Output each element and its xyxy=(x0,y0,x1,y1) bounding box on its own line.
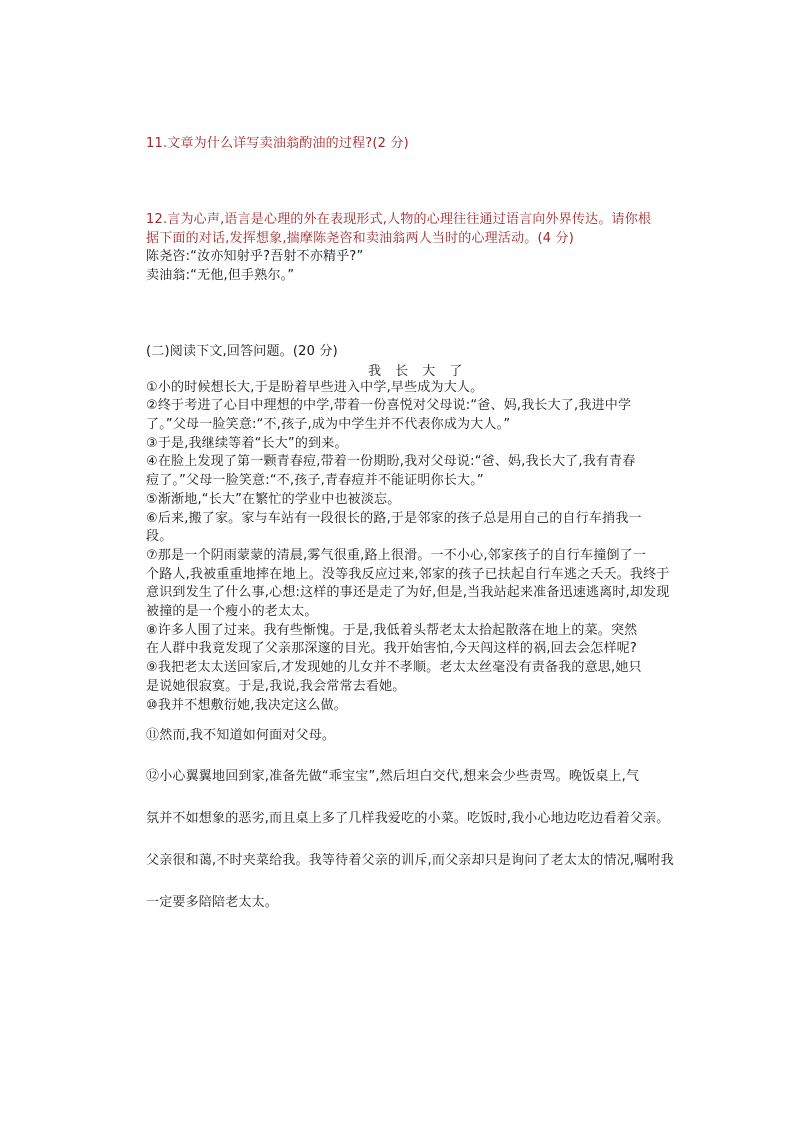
paragraph-12-line3: 父亲很和蔼,不时夹菜给我。我等待着父亲的训斥,而父亲却只是询问了老太太的情况,嘱咐我 xyxy=(146,853,674,868)
paragraph-7-line1: ⑦那是一个阴雨蒙蒙的清晨,雾气很重,路上很滑。一不小心,邻家孩子的自行车撞倒了一 xyxy=(146,548,647,563)
paragraph-6-line1: ⑥后来,搬了家。家与车站有一段很长的路,于是邻家的孩子总是用自己的自行车捎我一 xyxy=(146,511,642,526)
paragraph-12-line4: 一定要多陪陪老太太。 xyxy=(146,895,279,910)
paragraph-9-line2: 是说她很寂寞。于是,我说,我会常常去看她。 xyxy=(146,679,406,694)
paragraph-4-line2: 痘了。”父母一脸笑意:“不,孩子,青春痘并不能证明你长大。” xyxy=(146,473,484,488)
paragraph-4-line1: ④在脸上发现了第一颗青春痘,带着一份期盼,我对父母说:“爸、妈,我长大了,我有青春 xyxy=(146,454,636,469)
paragraph-11: ⑪然而,我不知道如何面对父母。 xyxy=(146,728,336,743)
paragraph-9-line1: ⑨我把老太太送回家后,才发现她的儿女并不孝顺。老太太丝毫没有责备我的意思,她只 xyxy=(146,660,642,675)
paragraph-7-line2: 个路人,我被重重地摔在地上。没等我反应过来,邻家的孩子已扶起自行车逃之夭夭。我终于 xyxy=(146,567,670,582)
question-11: 11.文章为什么详写卖油翁酌油的过程?(2 分) xyxy=(146,136,409,151)
paragraph-12-line2: 氛并不如想象的恶劣,而且桌上多了几样我爱吃的小菜。吃饭时,我小心地边吃边看着父亲。 xyxy=(146,811,670,826)
paragraph-5: ⑤渐渐地,“长大”在繁忙的学业中也被淡忘。 xyxy=(146,492,401,507)
question-12-line1: 12.言为心声,语言是心理的外在表现形式,人物的心理往往通过语言向外界传达。请你根 xyxy=(146,212,652,227)
question-12-line2: 据下面的对话,发挥想象,揣摩陈尧咨和卖油翁两人当时的心理活动。(4 分) xyxy=(146,231,575,246)
paragraph-1: ①小的时候想长大,于是盼着早些进入中学,早些成为大人。 xyxy=(146,380,484,395)
paragraph-12-line1: ⑫小心翼翼地回到家,准备先做“乖宝宝”,然后坦白交代,想来会少些责骂。晚饭桌上,气 xyxy=(146,769,640,784)
paragraph-8-line1: ⑧许多人围了过来。我有些惭愧。于是,我低着头帮老太太拾起散落在地上的菜。突然 xyxy=(146,623,638,638)
paragraph-7-line3: 意识到发生了什么事,心想:这样的事还是走了为好,但是,当我站起来准备迅速逃离时,却发现 xyxy=(146,585,670,600)
paragraph-3: ③于是,我继续等着“长大”的到来。 xyxy=(146,436,348,451)
paragraph-7-line4: 被撞的是一个瘦小的老太太。 xyxy=(146,604,318,619)
section-intro: (二)阅读下文,回答问题。(20 分) xyxy=(146,344,338,359)
paragraph-8-line2: 在人群中我竟发现了父亲那深邃的目光。我开始害怕,今天闯这样的祸,回去会怎样呢? xyxy=(146,641,637,656)
dialog-chen: 陈尧咨:“汝亦知射乎?吾射不亦精乎?” xyxy=(146,249,364,264)
paragraph-2-line1: ②终于考进了心目中理想的中学,带着一份喜悦对父母说:“爸、妈,我长大了,我进中学 xyxy=(146,398,632,413)
paragraph-10: ⑩我并不想敷衍她,我决定这么做。 xyxy=(146,698,347,713)
article-title: 我 长 大 了 xyxy=(368,364,468,379)
paragraph-2-line2: 了。”父母一脸笑意:“不,孩子,成为中学生并不代表你成为大人。” xyxy=(146,417,511,432)
paragraph-6-line2: 段。 xyxy=(146,529,173,544)
dialog-maiyouweng: 卖油翁:“无他,但手熟尔。” xyxy=(146,268,295,283)
